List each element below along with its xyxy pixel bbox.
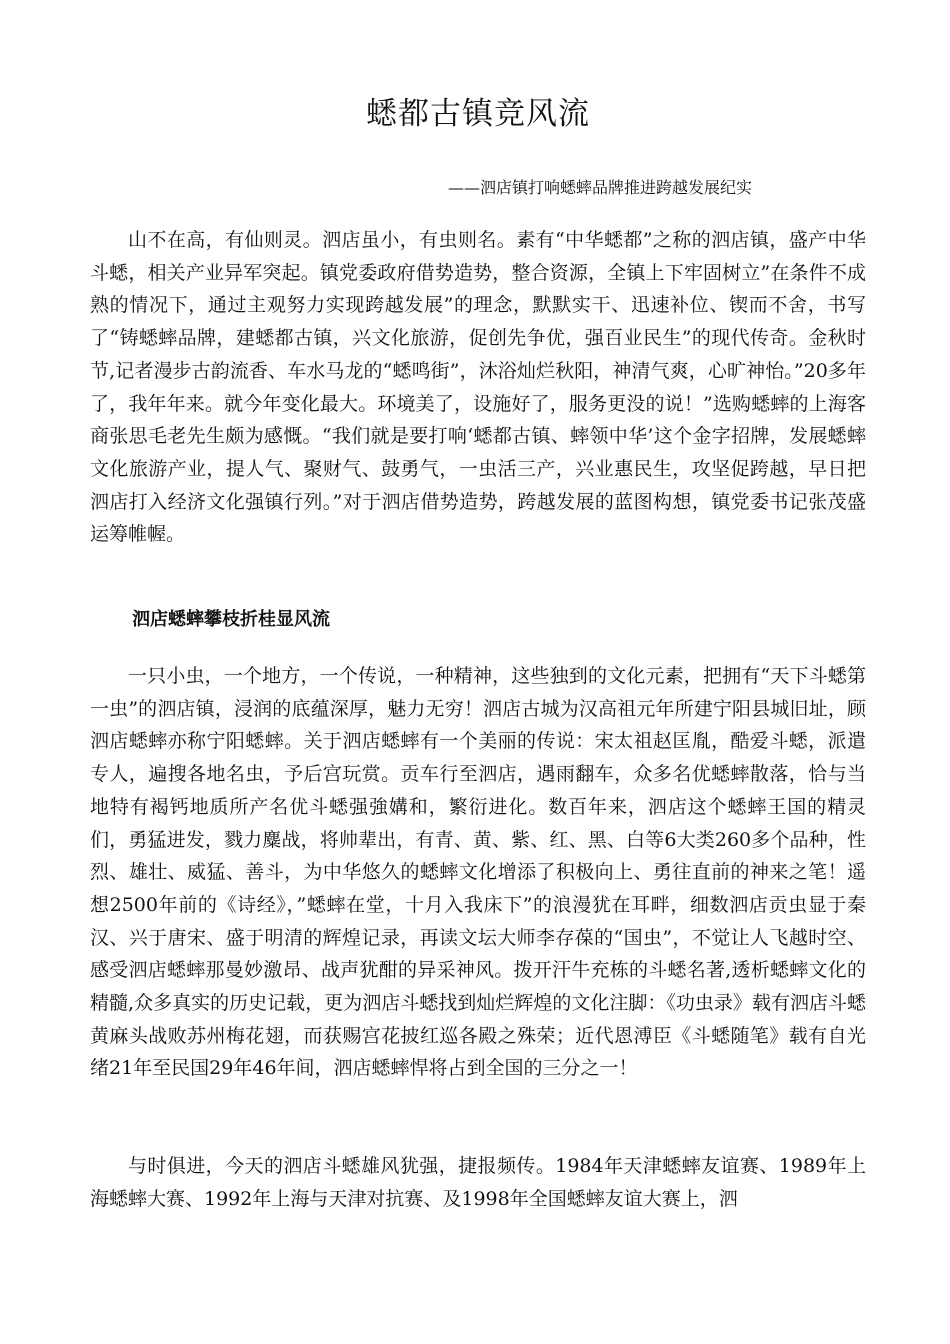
paragraph-history: 一只小虫，一个地方，一个传说，一种精神，这些独到的文化元素，把拥有“天下斗蟋第一虫”的泗店镇，浸润的底蕴深厚，魅力无穷！泗店古城为汉高祖元年所建宁阳县城旧址，顾泗店蟋蟀亦称宁阳蟋蟀。关于泗店蟋蟀有一个美丽的传说：宋太祖赵匡胤，酷爱斗蟋，派遣专人，遍搜各地名虫，予后宫玩赏。贡车行至泗店，遇雨翻车，众多名优蟋蟀散落，恰与当地特有褐钙地质所产名优斗蟋强強媾和，繁衍进化。数百年来，泗店这个蟋蟀王国的精灵们，勇猛进发，戮力麋战，将帅辈出，有青、黄、紫、红、黑、白等6大类260多个品种，性烈、雄壮、威猛、善斗，为中华悠久的蟋蟀文化增添了积极向上、勇往直前的神来之笔！遥想2500年前的《诗经》，”蟋蟀在堂，十月入我床下”的浪漫犹在耳畔，细数泗店贡虫显于秦汉、兴于唐宋、盛于明清的辉煌记录，再读文坛大师李存葆的“国虫”，不觉让人飞越时空、感受泗店蟋蟀那曼妙激昂、战声犹酣的异采神风。拨开汗牛充栋的斗蟋名著,透析蟋蟀文化的精髓,众多真实的历史记载，更为泗店斗蟋找到灿烂辉煌的文化注脚：《功虫录》载有泗店斗蟋黄麻头战败苏州梅花翅，而获赐宫花披红巡各殿之殊荣；近代恩溥臣《斗蟋随笔》载有自光绪21年至民国29年46年间，泗店蟋蟀悍将占到全国的三分之一！: [90, 665, 866, 1080]
paragraph-modern: 与时俱进，今天的泗店斗蟋雄风犹强，捷报频传。1984年天津蟋蟀友谊赛、1989年上海蟋蟀大赛、1992年上海与天津对抗赛、及1998年全国蟋蟀友谊大赛上，泗: [90, 1155, 866, 1210]
article-subtitle: ——泗店镇打响蟋蟀品牌推进跨越发展纪实: [448, 178, 753, 197]
paragraph-intro: 山不在高，有仙则灵。泗店虽小，有虫则名。素有“中华蟋都”之称的泗店镇，盛产中华斗蟋，相关产业异军突起。镇党委政府借势造势，整合资源，全镇上下牢固树立”在条件不成熟的情况下，通过主观努力实现跨越发展”的理念，默默实干、迅速补位、锲而不舍，书写了“铸蟋蟀品牌，建蟋都古镇，兴文化旅游，促创先争优，强百业民生”的现代传奇。金秋时节,记者漫步古韵流香、车水马龙的“蟋鸣街”，沐浴灿烂秋阳，神清气爽，心旷神怡。”20多年了，我年年来。就今年变化最大。环境美了，设施好了，服务更没的说！”选购蟋蟀的上海客商张思毛老先生颇为感慨。“我们就是要打响‘蟋都古镇、蟀领中华’这个金字招牌，发展蟋蟀文化旅游产业，提人气、聚财气、鼓勇气，一虫活三产，兴业惠民生，攻坚促跨越，早日把泗店打入经济文化强镇行列。”对于泗店借势造势，跨越发展的蓝图构想，镇党委书记张茂盛运筹帷幄。: [90, 229, 866, 546]
section-heading: 泗店蟋蟀攀枝折桂显风流: [132, 609, 330, 630]
article-title: 蟋都古镇竞风流: [366, 96, 590, 132]
